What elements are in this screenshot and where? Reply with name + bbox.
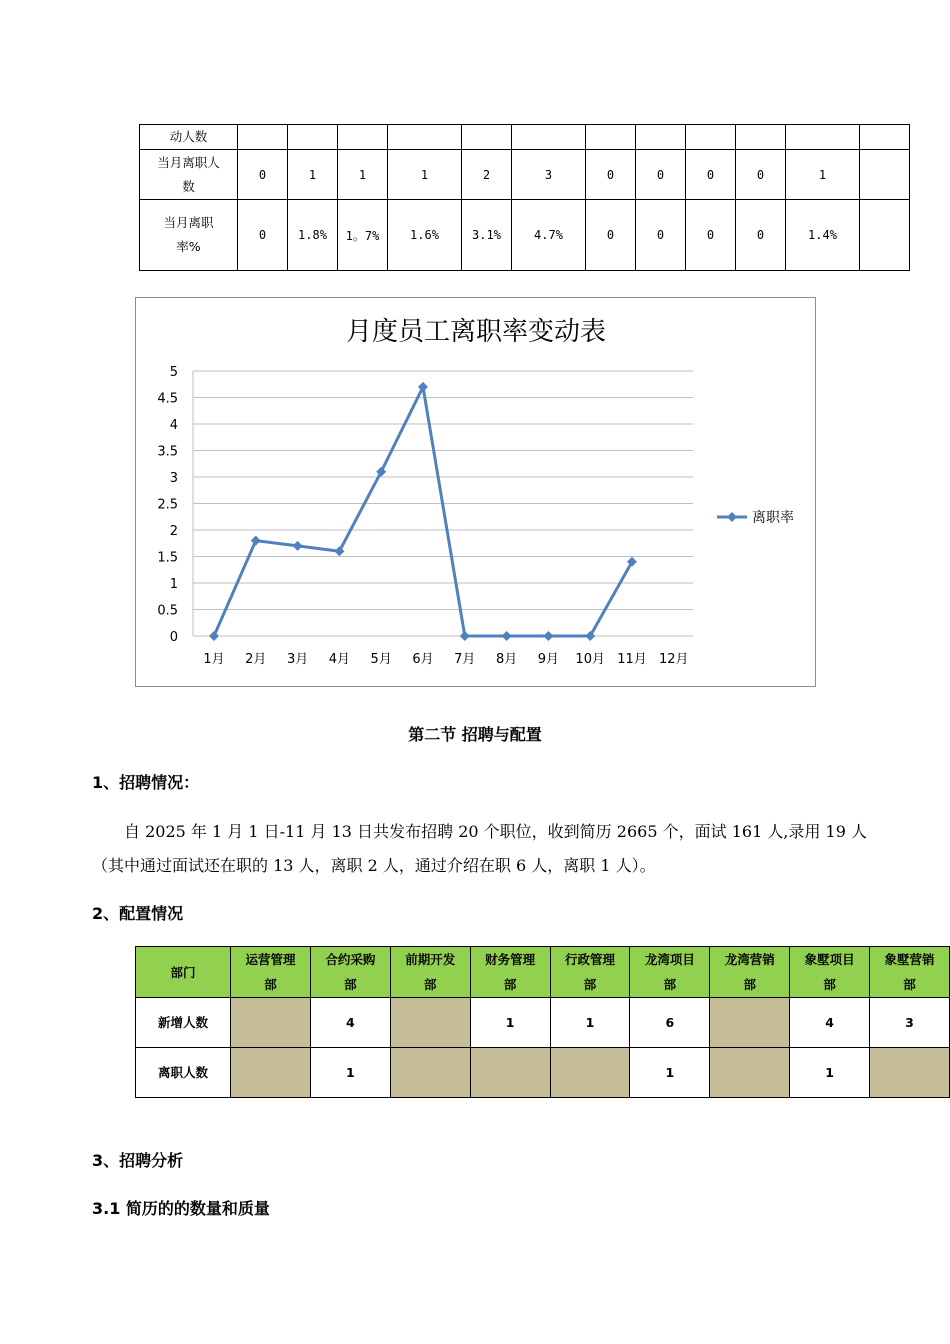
x-tick-label: 8月 — [495, 652, 518, 667]
turnover-table — [139, 124, 910, 271]
table-cell — [860, 125, 910, 150]
x-tick-label: 6月 — [412, 652, 434, 667]
section-title: 第二节 招聘与配置 — [408, 725, 542, 744]
row-label-leavers: 当月离职人数 — [140, 150, 238, 200]
heading-allocation: 2、配置情况 — [92, 904, 184, 923]
heading-analysis: 3、招聘分析 — [92, 1151, 184, 1170]
data-point — [543, 631, 553, 641]
heading-resume: 3.1 简历的的数量和质量 — [92, 1199, 270, 1218]
table-cell — [686, 125, 736, 150]
x-tick-label: 9月 — [537, 652, 560, 667]
table-cell: 3 — [870, 998, 950, 1048]
table-cell — [462, 125, 512, 150]
header-cell: 行政管理部 — [550, 947, 630, 998]
table-cell: 1 — [388, 150, 462, 200]
table-cell: 0 — [238, 200, 288, 271]
x-tick-label: 12月 — [659, 652, 689, 667]
table-cell: 2 — [462, 150, 512, 200]
table-cell — [870, 1048, 950, 1098]
header-cell: 合约采购部 — [310, 947, 390, 998]
table-cell: 1。7% — [338, 200, 388, 271]
table-cell: 1 — [470, 998, 550, 1048]
header-cell: 部门 — [136, 947, 231, 998]
header-cell: 财务管理部 — [470, 947, 550, 998]
x-tick-label: 10月 — [575, 652, 605, 667]
recruitment-paragraph: 自 2025 年 1 月 1 日-11 月 13 日共发布招聘 20 个职位，收到简历 2665 个，面试 161 人,录用 19 人（其中通过面试还在职的 13 人，离职 2 人，通过介绍在职 6 人，离职 1 人）。 — [92, 822, 867, 875]
table-cell: 4 — [790, 998, 870, 1048]
y-tick-label: 1.5 — [157, 550, 178, 566]
x-tick-label: 11月 — [617, 652, 647, 667]
table-cell: 0 — [686, 150, 736, 200]
y-tick-label: 5 — [169, 365, 178, 380]
allocation-table — [135, 946, 950, 1098]
data-point — [418, 382, 428, 392]
table-cell: 1 — [630, 1048, 710, 1098]
table-cell: 1 — [338, 150, 388, 200]
table-cell — [586, 125, 636, 150]
table-cell — [860, 150, 910, 200]
legend-label: 离职率 — [752, 510, 794, 526]
table-cell — [390, 998, 470, 1048]
table-cell — [470, 1048, 550, 1098]
table-cell: 6 — [630, 998, 710, 1048]
header-cell: 象墅营销部 — [870, 947, 950, 998]
data-point — [502, 631, 512, 641]
x-tick-label: 2月 — [245, 652, 267, 667]
table-cell: 0 — [586, 150, 636, 200]
data-point — [293, 541, 303, 551]
table-cell — [238, 125, 288, 150]
table-cell: 0 — [736, 150, 786, 200]
table-cell: 3.1% — [462, 200, 512, 271]
y-tick-label: 4 — [169, 418, 178, 433]
turnover-line-chart — [135, 297, 816, 687]
x-tick-label: 1月 — [203, 652, 225, 667]
table-cell: 4 — [310, 998, 390, 1048]
table-cell: 0 — [238, 150, 288, 200]
legend-marker — [727, 512, 737, 522]
table-cell: 0 — [686, 200, 736, 271]
row-label-left: 离职人数 — [136, 1048, 231, 1098]
table-cell: 1 — [786, 150, 860, 200]
y-tick-label: 2.5 — [157, 497, 178, 513]
chart-title: 月度员工离职率变动表 — [345, 317, 607, 347]
table-cell — [288, 125, 338, 150]
header-cell: 象墅项目部 — [790, 947, 870, 998]
table-cell — [512, 125, 586, 150]
table-cell — [636, 125, 686, 150]
y-tick-label: 4.5 — [157, 391, 178, 407]
table-cell: 1 — [288, 150, 338, 200]
header-cell: 前期开发部 — [390, 947, 470, 998]
y-tick-label: 3.5 — [157, 444, 178, 460]
header-cell: 龙湾项目部 — [630, 947, 710, 998]
table-cell: 1.6% — [388, 200, 462, 271]
x-tick-label: 4月 — [328, 652, 351, 667]
header-cell: 运营管理部 — [231, 947, 311, 998]
y-tick-label: 0.5 — [157, 603, 178, 619]
table-cell — [710, 998, 790, 1048]
row-label-new: 新增人数 — [136, 998, 231, 1048]
y-tick-label: 2 — [169, 524, 178, 539]
table-cell: 4.7% — [512, 200, 586, 271]
table-cell — [390, 1048, 470, 1098]
table-cell — [338, 125, 388, 150]
chart-svg — [136, 298, 815, 686]
x-tick-label: 3月 — [286, 652, 309, 667]
data-point — [251, 536, 261, 546]
table-cell — [786, 125, 860, 150]
x-tick-label: 7月 — [454, 652, 476, 667]
row-label-rate: 当月离职率% — [140, 200, 238, 271]
table-cell — [860, 200, 910, 271]
table-cell — [388, 125, 462, 150]
table-cell: 0 — [636, 200, 686, 271]
table-cell — [710, 1048, 790, 1098]
table-cell: 1.8% — [288, 200, 338, 271]
table-cell: 1.4% — [786, 200, 860, 271]
table-cell: 3 — [512, 150, 586, 200]
table-cell: 0 — [736, 200, 786, 271]
table-cell: 1 — [550, 998, 630, 1048]
y-tick-label: 1 — [169, 577, 178, 592]
data-point — [460, 631, 470, 641]
header-cell: 龙湾营销部 — [710, 947, 790, 998]
table-cell — [736, 125, 786, 150]
y-tick-label: 0 — [169, 630, 178, 645]
data-point — [209, 631, 219, 641]
table-cell — [550, 1048, 630, 1098]
table-cell — [231, 998, 311, 1048]
table-cell: 0 — [636, 150, 686, 200]
table-cell: 1 — [790, 1048, 870, 1098]
table-cell — [231, 1048, 311, 1098]
table-cell: 0 — [586, 200, 636, 271]
row-label-move: 动人数 — [140, 125, 238, 150]
x-tick-label: 5月 — [370, 652, 392, 667]
table-cell: 1 — [310, 1048, 390, 1098]
heading-recruitment: 1、招聘情况： — [92, 773, 200, 792]
y-tick-label: 3 — [169, 471, 178, 486]
